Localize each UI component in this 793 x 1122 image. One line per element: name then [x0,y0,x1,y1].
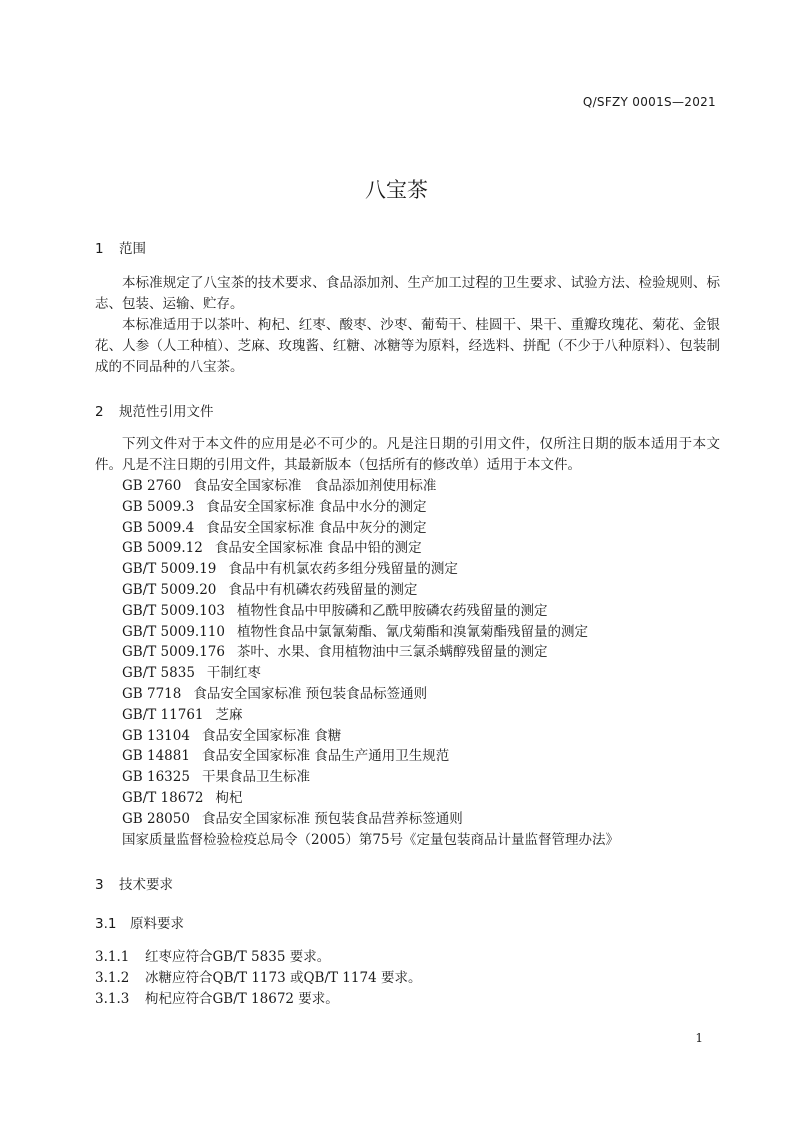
reference-code: GB 7718 [122,685,182,702]
reference-code: GB 13104 [122,727,190,744]
subsection-title: 原料要求 [130,916,184,933]
reference-title: 食品安全国家标准 食品添加剂使用标准 [193,478,437,494]
reference-title: 干制红枣 [206,665,261,682]
clause [95,989,720,1010]
reference-item [95,809,720,830]
reference-title: 食品安全国家标准 食品中铅的测定 [214,540,422,557]
reference-code: GB/T 5009.103 [122,602,225,619]
clause-text: 红枣应符合GB/T 5835 要求。 [145,949,331,966]
reference-title: 食品中有机氯农药多组分残留量的测定 [228,561,458,578]
reference-item [95,705,720,726]
reference-title: 食品中有机磷农药残留量的测定 [228,581,418,598]
reference-item [95,622,720,643]
reference-item [95,684,720,705]
document-title: 八宝茶 [365,178,428,202]
section-heading-normative-references [95,402,720,422]
reference-item [95,663,720,684]
section-title: 范围 [119,241,146,257]
paragraph: 本标准规定了八宝茶的技术要求、食品添加剂、生产加工过程的卫生要求、试验方法、检验规则、标志、包装、运输、贮存。 [95,275,720,312]
reference-item: 国家质量监督检验检疫总局令（2005）第75号《定量包装商品计量监督管理办法》 [122,831,620,848]
reference-item [95,497,720,518]
reference-title: 食品安全国家标准 预包装食品标签通则 [193,685,428,702]
clause-number: 3.1.3 [95,991,130,1008]
reference-item [95,642,720,663]
section-heading-technical-requirements [95,875,720,895]
reference-code: GB 2760 [122,478,182,494]
page-number: 1 [695,1031,703,1045]
reference-title: 芝麻 [215,706,243,723]
reference-code: GB 16325 [122,769,190,786]
reference-code: GB/T 11761 [122,706,204,723]
reference-item [95,538,720,559]
reference-item [95,559,720,580]
reference-code: GB/T 5835 [122,665,195,682]
reference-title: 食品安全国家标准 食品生产通用卫生规范 [201,748,450,765]
reference-code: GB/T 5009.20 [122,581,217,598]
clause-text: 枸杞应符合GB/T 18672 要求。 [145,991,339,1008]
section-title: 规范性引用文件 [119,404,214,420]
section-number: 1 [95,241,104,257]
reference-title: 食品安全国家标准 食品中灰分的测定 [206,519,427,536]
reference-code: GB/T 5009.176 [122,644,225,661]
reference-title: 茶叶、水果、食用植物油中三氯杀螨醇残留量的测定 [236,644,548,661]
reference-title: 枸杞 [215,789,243,806]
reference-item [95,726,720,747]
reference-title: 植物性食品中氯氰菊酯、氰戊菊酯和溴氰菊酯残留量的测定 [236,623,588,640]
reference-title: 食品安全国家标准 食糖 [201,727,342,744]
reference-title: 干果食品卫生标准 [201,769,310,786]
reference-code: GB 28050 [122,810,190,827]
reference-item [95,518,720,539]
reference-item [95,580,720,601]
clause-text: 冰糖应符合QB/T 1173 或QB/T 1174 要求。 [145,970,422,987]
subsection-number: 3.1 [95,916,117,933]
reference-item [95,767,720,788]
paragraph: 下列文件对于本文件的应用是必不可少的。凡是注日期的引用文件，仅所注日期的版本适用于本文件。凡是不注日期的引用文件，其最新版本（包括所有的修改单）适用于本文件。 [95,436,720,473]
reference-code: GB 5009.4 [122,519,195,536]
reference-item [95,746,720,767]
clause [95,947,720,968]
reference-item [95,476,720,497]
reference-code: GB 14881 [122,748,190,765]
document-body [95,239,720,1010]
reference-code: GB 5009.3 [122,498,195,515]
clause [95,968,720,989]
subsection-heading-raw-materials [95,914,720,934]
reference-title: 植物性食品中甲胺磷和乙酰甲胺磷农药残留量的测定 [236,602,548,619]
reference-code: GB/T 5009.110 [122,623,225,640]
section-title: 技术要求 [119,877,173,894]
reference-code: GB 5009.12 [122,540,203,557]
reference-code: GB/T 18672 [122,789,204,806]
section-number: 3 [95,877,104,894]
clause-number: 3.1.1 [95,949,130,966]
reference-list [95,476,720,850]
reference-title: 食品安全国家标准 预包装食品营养标签通则 [201,810,463,827]
reference-code: GB/T 5009.19 [122,561,217,578]
section-heading-scope [95,239,720,259]
standard-code: Q/SFZY 0001S—2021 [582,95,716,109]
section-number: 2 [95,404,104,420]
reference-item [95,788,720,809]
reference-title: 食品安全国家标准 食品中水分的测定 [206,498,427,515]
reference-item [95,601,720,622]
clause-number: 3.1.2 [95,970,130,987]
paragraph: 本标准适用于以茶叶、枸杞、红枣、酸枣、沙枣、葡萄干、桂圆干、果干、重瓣玫瑰花、菊花、金银花、人参（人工种植）、芝麻、玫瑰酱、红糖、冰糖等为原料，经选料、拼配（不少于八种原料）、包装制成的不同品种的八宝茶。 [95,317,720,375]
